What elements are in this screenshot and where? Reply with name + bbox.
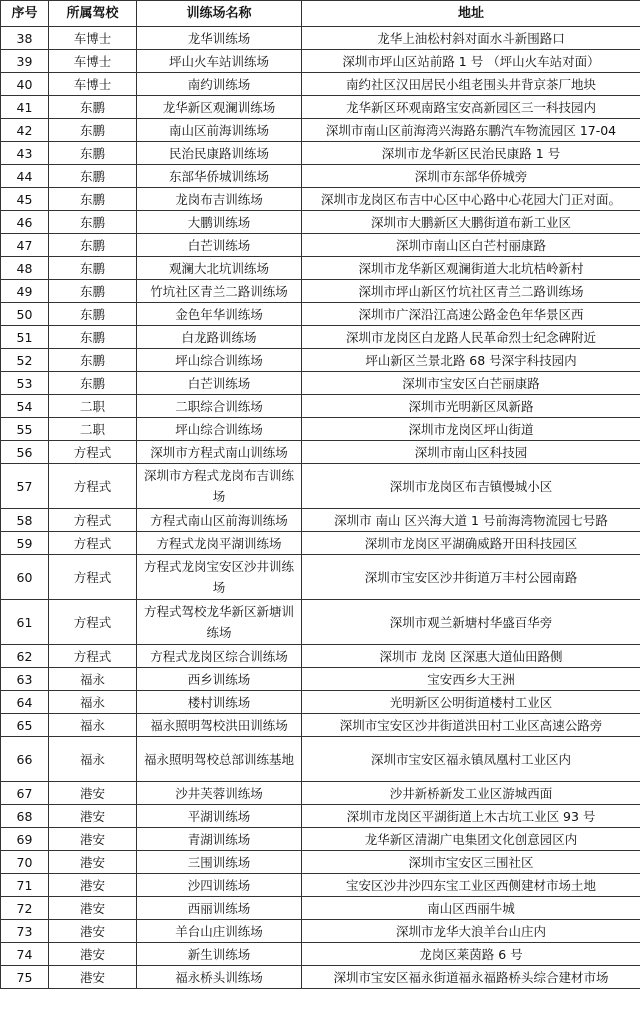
cell-address: 深圳市龙岗区平湖确威路开田科技园区	[302, 532, 640, 555]
cell-address: 坪山新区兰景北路 68 号深宇科技园内	[302, 349, 640, 372]
cell-index: 65	[1, 714, 49, 737]
cell-school: 东鹏	[49, 211, 137, 234]
cell-field-name: 大鹏训练场	[137, 211, 302, 234]
cell-address: 深圳市 南山 区兴海大道 1 号前海湾物流园七号路	[302, 509, 640, 532]
cell-field-name: 方程式龙岗宝安区沙井训练场	[137, 555, 302, 600]
cell-field-name: 新生训练场	[137, 943, 302, 966]
cell-index: 46	[1, 211, 49, 234]
table-row	[1, 668, 640, 691]
cell-school: 东鹏	[49, 188, 137, 211]
cell-index: 43	[1, 142, 49, 165]
table-row	[1, 600, 640, 645]
cell-address: 深圳市宝安区沙井街道万丰村公园南路	[302, 555, 640, 600]
cell-index: 41	[1, 96, 49, 119]
cell-field-name: 坪山综合训练场	[137, 418, 302, 441]
cell-index: 74	[1, 943, 49, 966]
table-row	[1, 851, 640, 874]
cell-field-name: 民治民康路训练场	[137, 142, 302, 165]
cell-address: 深圳市宝安区三围社区	[302, 851, 640, 874]
table-row	[1, 326, 640, 349]
cell-field-name: 南山区前海训练场	[137, 119, 302, 142]
cell-field-name: 福永桥头训练场	[137, 966, 302, 989]
cell-field-name: 深圳市方程式南山训练场	[137, 441, 302, 464]
cell-field-name: 南约训练场	[137, 73, 302, 96]
table-row	[1, 303, 640, 326]
cell-school: 东鹏	[49, 326, 137, 349]
cell-address: 深圳市宝安区福永镇凤凰村工业区内	[302, 737, 640, 782]
table-row	[1, 874, 640, 897]
cell-school: 东鹏	[49, 96, 137, 119]
cell-index: 72	[1, 897, 49, 920]
cell-field-name: 三围训练场	[137, 851, 302, 874]
cell-field-name: 福永照明驾校总部训练基地	[137, 737, 302, 782]
table-row	[1, 943, 640, 966]
table-row	[1, 257, 640, 280]
table-row	[1, 349, 640, 372]
cell-field-name: 西乡训练场	[137, 668, 302, 691]
cell-school: 东鹏	[49, 257, 137, 280]
cell-index: 59	[1, 532, 49, 555]
cell-field-name: 楼村训练场	[137, 691, 302, 714]
cell-field-name: 方程式龙岗区综合训练场	[137, 645, 302, 668]
cell-school: 东鹏	[49, 234, 137, 257]
cell-field-name: 观澜大北坑训练场	[137, 257, 302, 280]
cell-school: 方程式	[49, 600, 137, 645]
cell-field-name: 坪山火车站训练场	[137, 50, 302, 73]
cell-school: 港安	[49, 782, 137, 805]
cell-school: 方程式	[49, 441, 137, 464]
cell-index: 48	[1, 257, 49, 280]
cell-index: 61	[1, 600, 49, 645]
cell-school: 港安	[49, 874, 137, 897]
cell-field-name: 龙华训练场	[137, 27, 302, 50]
cell-school: 东鹏	[49, 119, 137, 142]
cell-school: 二职	[49, 395, 137, 418]
cell-index: 66	[1, 737, 49, 782]
cell-field-name: 福永照明驾校洪田训练场	[137, 714, 302, 737]
cell-address: 深圳市 龙岗 区深惠大道仙田路侧	[302, 645, 640, 668]
cell-school: 港安	[49, 805, 137, 828]
cell-index: 60	[1, 555, 49, 600]
cell-index: 57	[1, 464, 49, 509]
cell-index: 62	[1, 645, 49, 668]
cell-field-name: 方程式驾校龙华新区新塘训练场	[137, 600, 302, 645]
cell-index: 54	[1, 395, 49, 418]
cell-index: 42	[1, 119, 49, 142]
cell-field-name: 深圳市方程式龙岗布吉训练场	[137, 464, 302, 509]
cell-address: 光明新区公明街道楼村工业区	[302, 691, 640, 714]
cell-field-name: 龙华新区观澜训练场	[137, 96, 302, 119]
cell-school: 福永	[49, 668, 137, 691]
cell-index: 56	[1, 441, 49, 464]
cell-address: 深圳市南山区前海湾兴海路东鹏汽车物流园区 17-04	[302, 119, 640, 142]
cell-address: 深圳市大鹏新区大鹏街道布新工业区	[302, 211, 640, 234]
cell-field-name: 东部华侨城训练场	[137, 165, 302, 188]
cell-address: 深圳市南山区科技园	[302, 441, 640, 464]
cell-field-name: 龙岗布吉训练场	[137, 188, 302, 211]
cell-address: 深圳市龙岗区坪山街道	[302, 418, 640, 441]
cell-field-name: 坪山综合训练场	[137, 349, 302, 372]
cell-school: 方程式	[49, 555, 137, 600]
cell-address: 深圳市坪山新区竹坑社区青兰二路训练场	[302, 280, 640, 303]
cell-index: 52	[1, 349, 49, 372]
cell-address: 龙华新区清湖广电集团文化创意园区内	[302, 828, 640, 851]
cell-school: 东鹏	[49, 142, 137, 165]
cell-field-name: 方程式龙岗平湖训练场	[137, 532, 302, 555]
cell-field-name: 平湖训练场	[137, 805, 302, 828]
cell-address: 南山区西丽牛城	[302, 897, 640, 920]
cell-index: 71	[1, 874, 49, 897]
table-row	[1, 395, 640, 418]
cell-school: 福永	[49, 737, 137, 782]
cell-school: 东鹏	[49, 372, 137, 395]
table-row	[1, 280, 640, 303]
table-row	[1, 782, 640, 805]
cell-school: 二职	[49, 418, 137, 441]
table-body	[1, 27, 640, 989]
cell-index: 73	[1, 920, 49, 943]
cell-index: 38	[1, 27, 49, 50]
header-school: 所属驾校	[49, 1, 137, 27]
table-row	[1, 234, 640, 257]
cell-index: 45	[1, 188, 49, 211]
cell-field-name: 白芒训练场	[137, 234, 302, 257]
cell-field-name: 西丽训练场	[137, 897, 302, 920]
cell-school: 港安	[49, 828, 137, 851]
cell-school: 东鹏	[49, 165, 137, 188]
cell-field-name: 羊台山庄训练场	[137, 920, 302, 943]
cell-school: 港安	[49, 851, 137, 874]
table-row	[1, 737, 640, 782]
table-row	[1, 441, 640, 464]
cell-school: 福永	[49, 714, 137, 737]
cell-index: 75	[1, 966, 49, 989]
cell-index: 44	[1, 165, 49, 188]
cell-school: 东鹏	[49, 349, 137, 372]
cell-index: 51	[1, 326, 49, 349]
cell-index: 68	[1, 805, 49, 828]
cell-address: 深圳市龙华新区观澜街道大北坑桔岭新村	[302, 257, 640, 280]
cell-index: 64	[1, 691, 49, 714]
cell-index: 49	[1, 280, 49, 303]
cell-school: 港安	[49, 943, 137, 966]
cell-address: 南约社区汉田居民小组老围头井背京茶厂地块	[302, 73, 640, 96]
cell-field-name: 白芒训练场	[137, 372, 302, 395]
cell-address: 深圳市广深沿江高速公路金色年华景区西	[302, 303, 640, 326]
cell-school: 港安	[49, 920, 137, 943]
cell-school: 方程式	[49, 464, 137, 509]
table-row	[1, 714, 640, 737]
table-row	[1, 165, 640, 188]
table-row	[1, 966, 640, 989]
cell-address: 龙华上油松村斜对面水斗新围路口	[302, 27, 640, 50]
cell-school: 福永	[49, 691, 137, 714]
cell-address: 沙井新桥新发工业区游城西面	[302, 782, 640, 805]
cell-index: 40	[1, 73, 49, 96]
cell-field-name: 沙四训练场	[137, 874, 302, 897]
table-row	[1, 188, 640, 211]
cell-school: 方程式	[49, 509, 137, 532]
cell-school: 车博士	[49, 73, 137, 96]
cell-school: 东鹏	[49, 303, 137, 326]
cell-index: 55	[1, 418, 49, 441]
cell-field-name: 二职综合训练场	[137, 395, 302, 418]
header-field-name: 训练场名称	[137, 1, 302, 27]
cell-address: 宝安区沙井沙四东宝工业区西侧建材市场土地	[302, 874, 640, 897]
table-row	[1, 96, 640, 119]
table-row	[1, 418, 640, 441]
cell-field-name: 青湖训练场	[137, 828, 302, 851]
cell-address: 深圳市南山区白芒村丽康路	[302, 234, 640, 257]
cell-school: 东鹏	[49, 280, 137, 303]
cell-address: 深圳市坪山区站前路 1 号 （坪山火车站对面）	[302, 50, 640, 73]
cell-school: 港安	[49, 897, 137, 920]
table-row	[1, 645, 640, 668]
cell-index: 47	[1, 234, 49, 257]
cell-address: 深圳市龙岗区布吉中心区中心路中心花园大门正对面。	[302, 188, 640, 211]
cell-index: 39	[1, 50, 49, 73]
cell-school: 方程式	[49, 645, 137, 668]
cell-school: 港安	[49, 966, 137, 989]
cell-address: 深圳市宝安区福永街道福永福路桥头综合建材市场	[302, 966, 640, 989]
cell-index: 63	[1, 668, 49, 691]
table-row	[1, 691, 640, 714]
cell-address: 深圳市东部华侨城旁	[302, 165, 640, 188]
cell-school: 车博士	[49, 27, 137, 50]
table-row	[1, 509, 640, 532]
header-row	[1, 1, 640, 27]
cell-field-name: 金色年华训练场	[137, 303, 302, 326]
cell-address: 深圳市龙岗区白龙路人民革命烈士纪念碑附近	[302, 326, 640, 349]
table-row	[1, 211, 640, 234]
cell-address: 深圳市龙华新区民治民康路 1 号	[302, 142, 640, 165]
cell-index: 69	[1, 828, 49, 851]
cell-address: 龙华新区环观南路宝安高新园区三一科技园内	[302, 96, 640, 119]
cell-address: 深圳市观兰新塘村华盛百华旁	[302, 600, 640, 645]
cell-field-name: 竹坑社区青兰二路训练场	[137, 280, 302, 303]
table-row	[1, 372, 640, 395]
cell-index: 58	[1, 509, 49, 532]
cell-address: 深圳市龙华大浪羊台山庄内	[302, 920, 640, 943]
cell-address: 深圳市龙岗区布吉镇慢城小区	[302, 464, 640, 509]
cell-address: 龙岗区莱茵路 6 号	[302, 943, 640, 966]
cell-address: 深圳市宝安区沙井街道洪田村工业区高速公路旁	[302, 714, 640, 737]
table-row	[1, 555, 640, 600]
cell-index: 67	[1, 782, 49, 805]
table-row	[1, 464, 640, 509]
table-row	[1, 897, 640, 920]
header-address: 地址	[302, 1, 640, 27]
cell-field-name: 方程式南山区前海训练场	[137, 509, 302, 532]
table-row	[1, 828, 640, 851]
cell-index: 70	[1, 851, 49, 874]
table-row	[1, 119, 640, 142]
table-row	[1, 27, 640, 50]
cell-address: 深圳市龙岗区平湖街道上木古坑工业区 93 号	[302, 805, 640, 828]
cell-address: 深圳市宝安区白芒丽康路	[302, 372, 640, 395]
table-row	[1, 920, 640, 943]
table-row	[1, 73, 640, 96]
table-row	[1, 532, 640, 555]
cell-address: 宝安西乡大王洲	[302, 668, 640, 691]
cell-address: 深圳市光明新区凤新路	[302, 395, 640, 418]
table-row	[1, 805, 640, 828]
cell-field-name: 沙井芙蓉训练场	[137, 782, 302, 805]
header-index: 序号	[1, 1, 49, 27]
cell-index: 50	[1, 303, 49, 326]
cell-field-name: 白龙路训练场	[137, 326, 302, 349]
cell-index: 53	[1, 372, 49, 395]
cell-school: 车博士	[49, 50, 137, 73]
table-row	[1, 50, 640, 73]
table-row	[1, 142, 640, 165]
cell-school: 方程式	[49, 532, 137, 555]
